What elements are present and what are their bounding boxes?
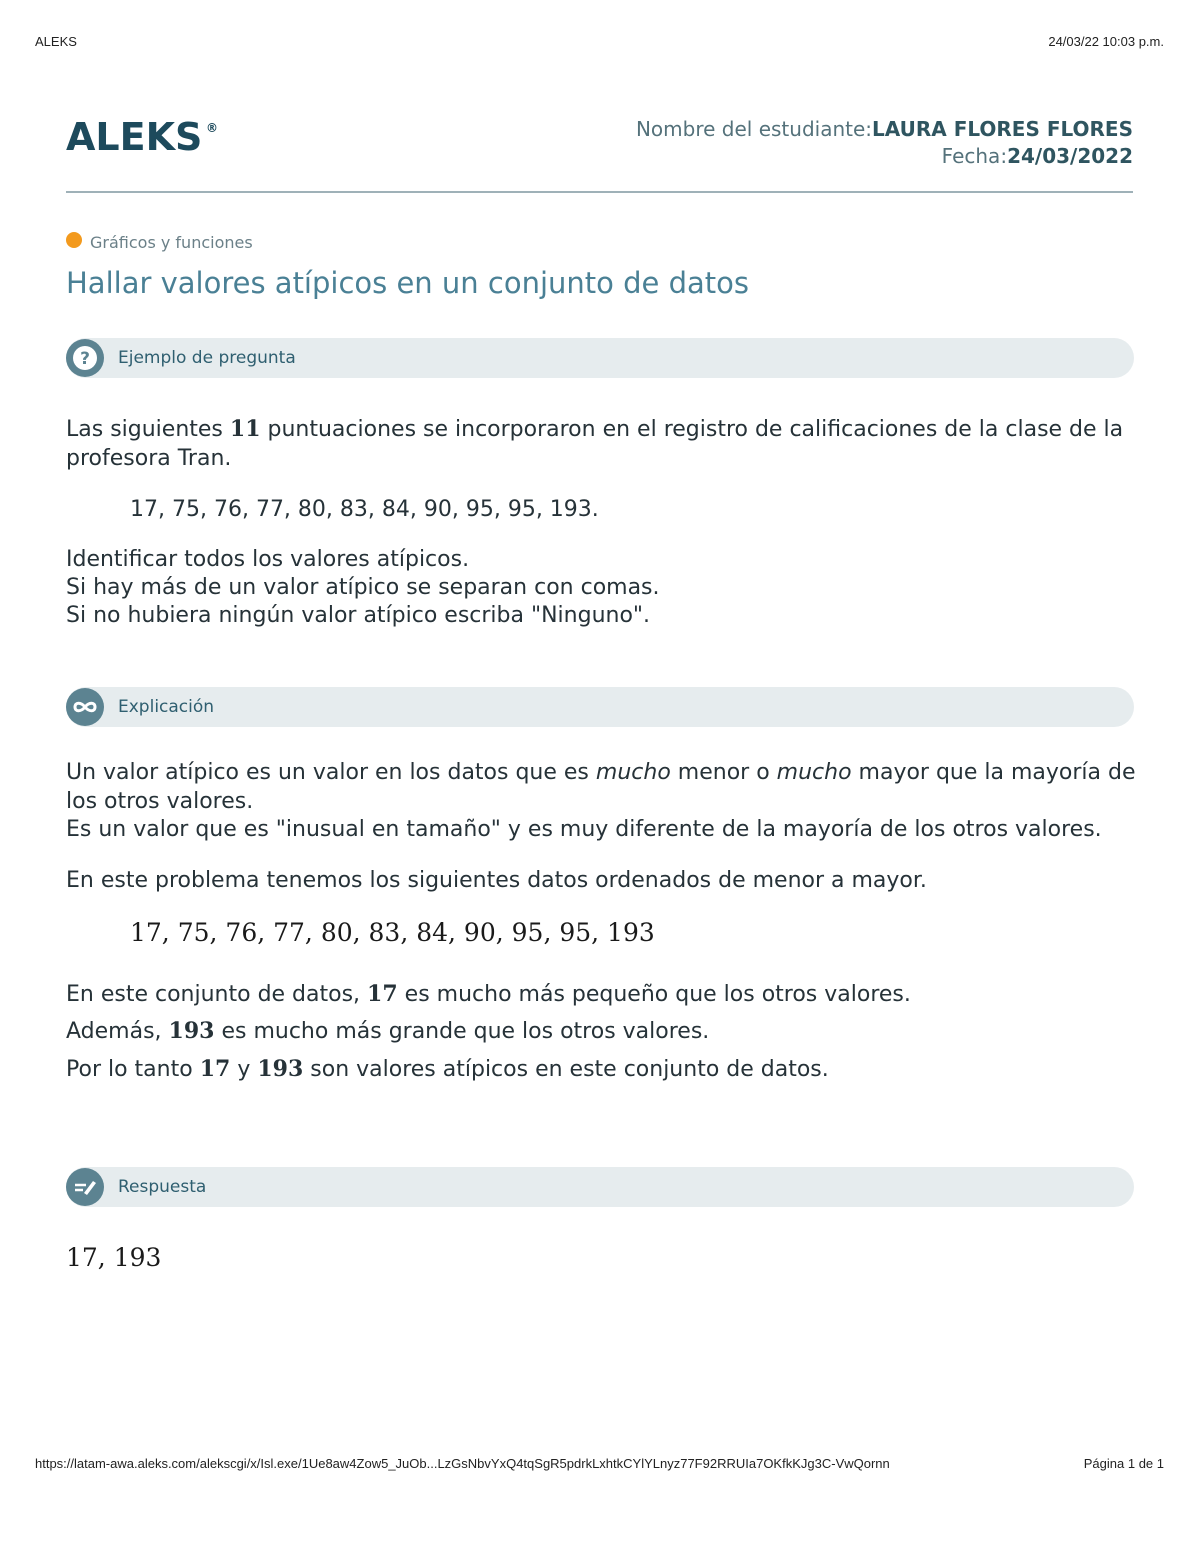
- print-header-title: ALEKS: [35, 34, 77, 49]
- exp-def-a: Un valor atípico es un valor en los datos que es: [66, 760, 589, 785]
- exp-l3-num2: 193: [257, 1056, 304, 1082]
- topic-text: Gráficos y funciones: [90, 233, 253, 252]
- exp-l1-a: En este conjunto de datos,: [66, 982, 361, 1007]
- explanation-sorted-data: 17, 75, 76, 77, 80, 83, 84, 90, 95, 95, 193: [130, 918, 655, 947]
- exp-l1-num: 17: [367, 981, 398, 1007]
- page-title: Hallar valores atípicos en un conjunto de datos: [66, 266, 749, 300]
- pencil-icon: [66, 1168, 104, 1206]
- date-value: 24/03/2022: [1007, 144, 1133, 168]
- topic-label: [66, 233, 253, 252]
- question-intro: [66, 415, 1136, 473]
- infinity-icon: [66, 688, 104, 726]
- question-intro-b: puntuaciones se incorporaron en el registro de calificaciones de la clase de la profesora Tran.: [66, 417, 1124, 471]
- question-instruction-2: Si hay más de un valor atípico se separan con comas.: [66, 575, 660, 600]
- question-icon: [66, 339, 104, 377]
- student-name-label: Nombre del estudiante:: [635, 117, 873, 141]
- explanation-definition: [66, 758, 1136, 816]
- question-instruction-1: Identificar todos los valores atípicos.: [66, 547, 470, 572]
- answer-value: 17, 193: [66, 1243, 162, 1272]
- question-instruction-3: Si no hubiera ningún valor atípico escriba "Ninguno".: [66, 603, 651, 628]
- question-count: 11: [229, 416, 261, 442]
- explanation-line-2: [66, 1017, 1136, 1046]
- logo-text: ALEKS: [66, 116, 203, 158]
- question-section-header: [66, 338, 1134, 378]
- header-divider: [66, 191, 1133, 193]
- topic-dot-icon: [66, 232, 82, 248]
- question-intro-a: Las siguientes: [66, 417, 223, 442]
- explanation-section-header: [66, 687, 1134, 727]
- explanation-sorted-intro: En este problema tenemos los siguientes datos ordenados de menor a mayor.: [66, 868, 927, 893]
- question-header-label: Ejemplo de pregunta: [118, 348, 296, 368]
- exp-l2-num: 193: [168, 1018, 215, 1044]
- student-name: LAURA FLORES FLORES: [872, 117, 1133, 141]
- exp-def-em1: mucho: [595, 760, 671, 785]
- explanation-header-label: Explicación: [118, 697, 215, 717]
- exp-l2-b: es mucho más grande que los otros valores.: [221, 1019, 710, 1044]
- print-footer-page: Página 1 de 1: [1083, 1456, 1164, 1471]
- exp-def-em2: mucho: [776, 760, 852, 785]
- date-label: Fecha:: [941, 144, 1008, 168]
- exp-l3-a: Por lo tanto: [66, 1057, 193, 1082]
- print-footer-url[interactable]: https://latam-awa.aleks.com/alekscgi/x/Isl.exe/1Ue8aw4Zow5_JuOb...LzGsNbvYxQ4tqSgR5pdrkLxhtkCYlYLnyz77F92RRUIa7OKfkKJg3C-VwQornn: [35, 1456, 890, 1471]
- logo-mark: ®: [206, 121, 218, 135]
- exp-l3-num1: 17: [199, 1056, 231, 1082]
- aleks-logo: [66, 116, 222, 158]
- svg-text:?: ?: [80, 349, 90, 369]
- explanation-line-3: [66, 1055, 1136, 1084]
- exp-l3-c: son valores atípicos en este conjunto de datos.: [310, 1057, 829, 1082]
- question-data: 17, 75, 76, 77, 80, 83, 84, 90, 95, 95, 193.: [130, 497, 599, 522]
- exp-l1-b: es mucho más pequeño que los otros valores.: [404, 982, 911, 1007]
- print-header: [35, 34, 1164, 49]
- exp-def-c: mayor que la mayoría de los otros valores.: [66, 760, 1136, 814]
- answer-header-label: Respuesta: [118, 1177, 207, 1197]
- exp-l2-a: Además,: [66, 1019, 162, 1044]
- explanation-unusual: Es un valor que es "inusual en tamaño" y es muy diferente de la mayoría de los otros valores.: [66, 817, 1102, 842]
- answer-section-header: [66, 1167, 1134, 1207]
- exp-l3-b: y: [237, 1057, 251, 1082]
- student-info: [636, 116, 1133, 170]
- exp-def-b: menor o: [677, 760, 770, 785]
- explanation-line-1: [66, 980, 1136, 1009]
- print-header-datetime: 24/03/22 10:03 p.m.: [1048, 34, 1164, 49]
- print-footer: [35, 1456, 1164, 1471]
